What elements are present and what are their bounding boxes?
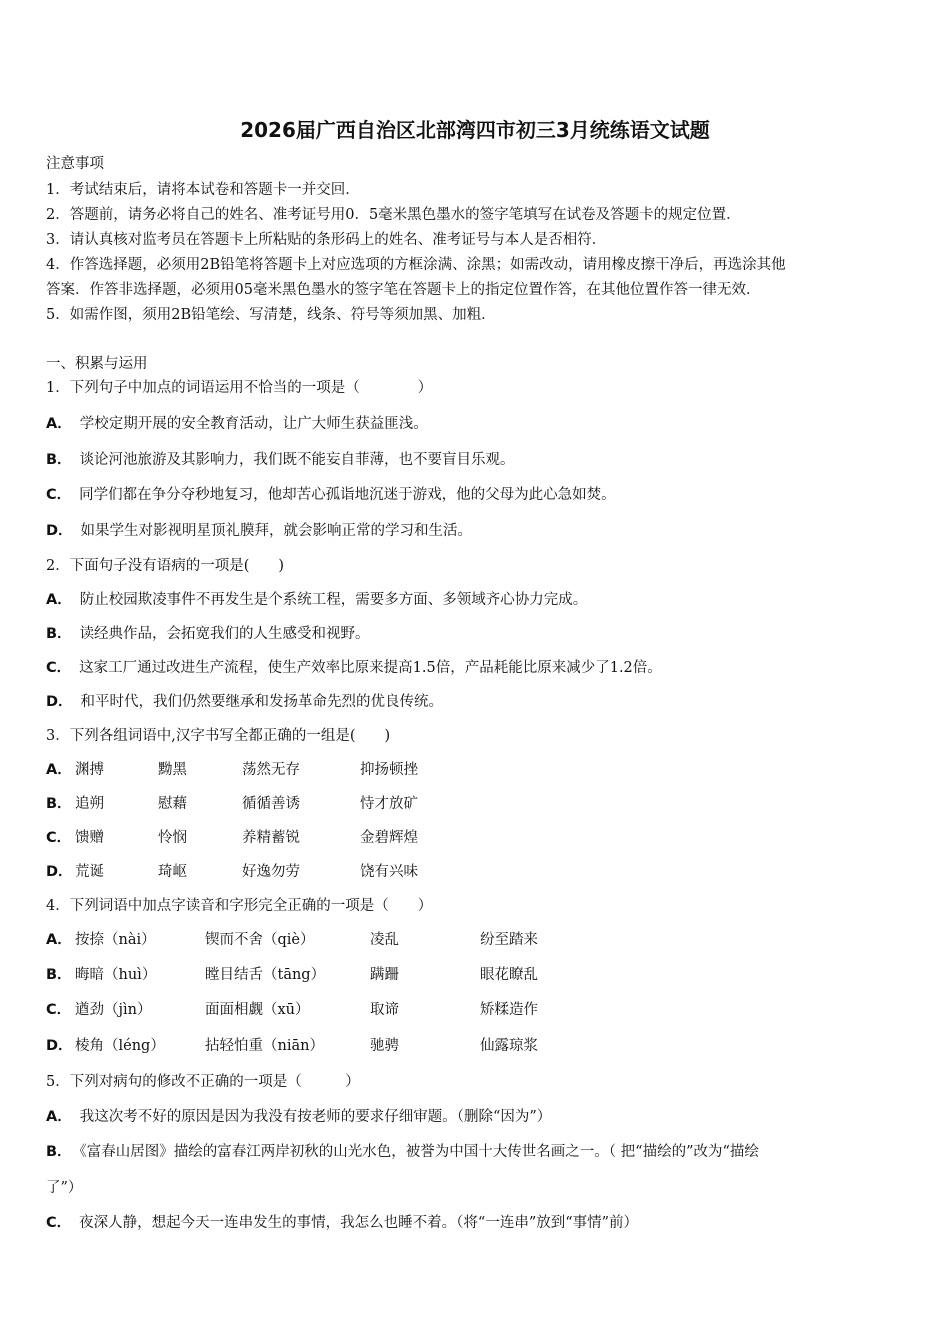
option-letter: B．	[46, 452, 72, 468]
option-letter: C．	[46, 1215, 72, 1231]
option-letter: A．	[46, 762, 72, 778]
option-word: 蹒跚	[370, 967, 399, 983]
option-word: 驰骋	[370, 1038, 399, 1054]
option-word: 矫糅造作	[480, 1002, 538, 1018]
option-word: 饶有兴味	[360, 864, 418, 880]
option-text: 了”）	[46, 1180, 83, 1196]
option-letter: B．	[46, 796, 72, 812]
question-2-option-b	[46, 622, 370, 643]
question-5-option-a	[46, 1105, 551, 1126]
option-word: 锲而不舍（qiè）	[205, 932, 315, 948]
question-1-option-b	[46, 448, 515, 469]
option-text: 夜深人静，想起今天一连串发生的事情，我怎么也睡不着。（将“一连串”放到“事情”前）	[79, 1215, 639, 1231]
question-3-stem: 3．下列各组词语中,汉字书写全都正确的一组是( )	[46, 728, 391, 744]
option-text: 学校定期开展的安全教育活动，让广大师生获益匪浅。	[79, 416, 428, 432]
option-letter: A．	[46, 416, 72, 432]
note-item: 2．答题前，请务必将自己的姓名、准考证号用0．5毫米黑色墨水的签字笔填写在试卷及答题卡的规定位置．	[46, 207, 741, 223]
option-text: 同学们都在争分夺秒地复习，他却苦心孤诣地沉迷于游戏，他的父母为此心急如焚。	[79, 487, 616, 503]
option-word: 按捺（nài）	[75, 932, 156, 948]
option-word: 渊搏	[75, 762, 104, 778]
option-letter: C．	[46, 487, 72, 503]
page-title: 2026届广西自治区北部湾四市初三3月统练语文试题	[240, 118, 710, 142]
option-text: 谈论河池旅游及其影响力，我们既不能妄自菲薄，也不要盲目乐观。	[79, 452, 515, 468]
option-word: 黝黑	[158, 762, 187, 778]
option-word: 仙露琼浆	[480, 1038, 538, 1054]
question-5-stem: 5．下列对病句的修改不正确的一项是（ ）	[46, 1074, 360, 1090]
option-word: 瞠目结舌（tāng）	[205, 967, 326, 983]
option-word: 怜悯	[158, 830, 187, 846]
option-letter: B．	[46, 1144, 72, 1160]
option-word: 面面相觑（xū）	[205, 1002, 310, 1018]
option-word: 晦暗（huì）	[75, 967, 157, 983]
option-word: 棱角（léng）	[75, 1038, 165, 1054]
option-text: 读经典作品，会拓宽我们的人生感受和视野。	[79, 626, 370, 642]
question-2-option-a	[46, 588, 587, 609]
note-item: 答案．作答非选择题，必须用05毫米黑色墨水的签字笔在答题卡上的指定位置作答，在其他位置作答一律无效．	[46, 282, 761, 298]
option-letter: A．	[46, 1109, 72, 1125]
option-word: 馈赠	[75, 830, 104, 846]
option-word: 纷至踏来	[480, 932, 538, 948]
question-1-option-c	[46, 483, 616, 504]
option-letter: B．	[46, 626, 72, 642]
question-1-option-d	[46, 519, 472, 540]
notes-heading: 注意事项	[46, 156, 104, 172]
option-letter: A．	[46, 592, 72, 608]
option-letter: D．	[46, 864, 73, 880]
question-2-stem: 2．下面句子没有语病的一项是( )	[46, 558, 285, 574]
question-4-stem: 4．下列词语中加点字读音和字形完全正确的一项是（ ）	[46, 898, 433, 914]
option-letter: C．	[46, 830, 72, 846]
option-word: 琦岖	[158, 864, 187, 880]
option-letter: C．	[46, 660, 72, 676]
option-word: 遒劲（jìn）	[75, 1002, 152, 1018]
note-item: 5．如需作图，须用2B铅笔绘、写清楚，线条、符号等须加黑、加粗．	[46, 307, 496, 323]
option-letter: C．	[46, 1002, 72, 1018]
question-5-option-b-cont	[46, 1176, 82, 1197]
option-text: 我这次考不好的原因是因为我没有按老师的要求仔细审题。（删除“因为”）	[79, 1109, 552, 1125]
note-item: 4．作答选择题，必须用2B铅笔将答题卡上对应选项的方框涂满、涂黑；如需改动，请用橡皮擦干净后，再选涂其他	[46, 257, 786, 273]
option-letter: D．	[46, 1038, 73, 1054]
section-heading: 一、积累与运用	[46, 356, 148, 372]
option-word: 拈轻怕重（niān）	[205, 1038, 324, 1054]
note-item: 1．考试结束后，请将本试卷和答题卡一并交回．	[46, 182, 360, 198]
option-word: 追朔	[75, 796, 104, 812]
question-5-option-b	[46, 1140, 759, 1161]
note-item: 3．请认真核对监考员在答题卡上所粘贴的条形码上的姓名、准考证号与本人是否相符．	[46, 232, 607, 248]
option-word: 抑扬顿挫	[360, 762, 418, 778]
option-word: 荡然无存	[242, 762, 300, 778]
question-2-option-d	[46, 690, 443, 711]
option-word: 恃才放矿	[360, 796, 418, 812]
option-text: 如果学生对影视明星顶礼膜拜，就会影响正常的学习和生活。	[80, 523, 473, 539]
option-word: 慰藉	[158, 796, 187, 812]
question-2-option-c	[46, 656, 662, 677]
option-letter: D．	[46, 523, 73, 539]
option-letter: B．	[46, 967, 72, 983]
option-word: 凌乱	[370, 932, 399, 948]
option-text: 防止校园欺凌事件不再发生是个系统工程，需要多方面、多领域齐心协力完成。	[79, 592, 588, 608]
option-letter: D．	[46, 694, 73, 710]
option-word: 金碧辉煌	[360, 830, 418, 846]
option-word: 循循善诱	[242, 796, 300, 812]
option-word: 好逸勿劳	[242, 864, 300, 880]
option-text: 这家工厂通过改进生产流程，使生产效率比原来提高1.5倍，产品耗能比原来减少了1.2倍。	[79, 660, 662, 676]
option-word: 取谛	[370, 1002, 399, 1018]
question-5-option-c	[46, 1211, 638, 1232]
option-letter: A．	[46, 932, 72, 948]
option-word: 眼花瞭乱	[480, 967, 538, 983]
option-text: 和平时代，我们仍然要继承和发扬革命先烈的优良传统。	[80, 694, 444, 710]
option-word: 荒诞	[75, 864, 104, 880]
question-1-option-a	[46, 412, 428, 433]
option-word: 养精蓄锐	[242, 830, 300, 846]
question-1-stem: 1．下列句子中加点的词语运用不恰当的一项是（ ）	[46, 380, 433, 396]
option-text: 《富春山居图》描绘的富春江两岸初秋的山光水色，被誉为中国十大传世名画之一。（ 把“描绘的”改为“描绘	[79, 1144, 759, 1160]
